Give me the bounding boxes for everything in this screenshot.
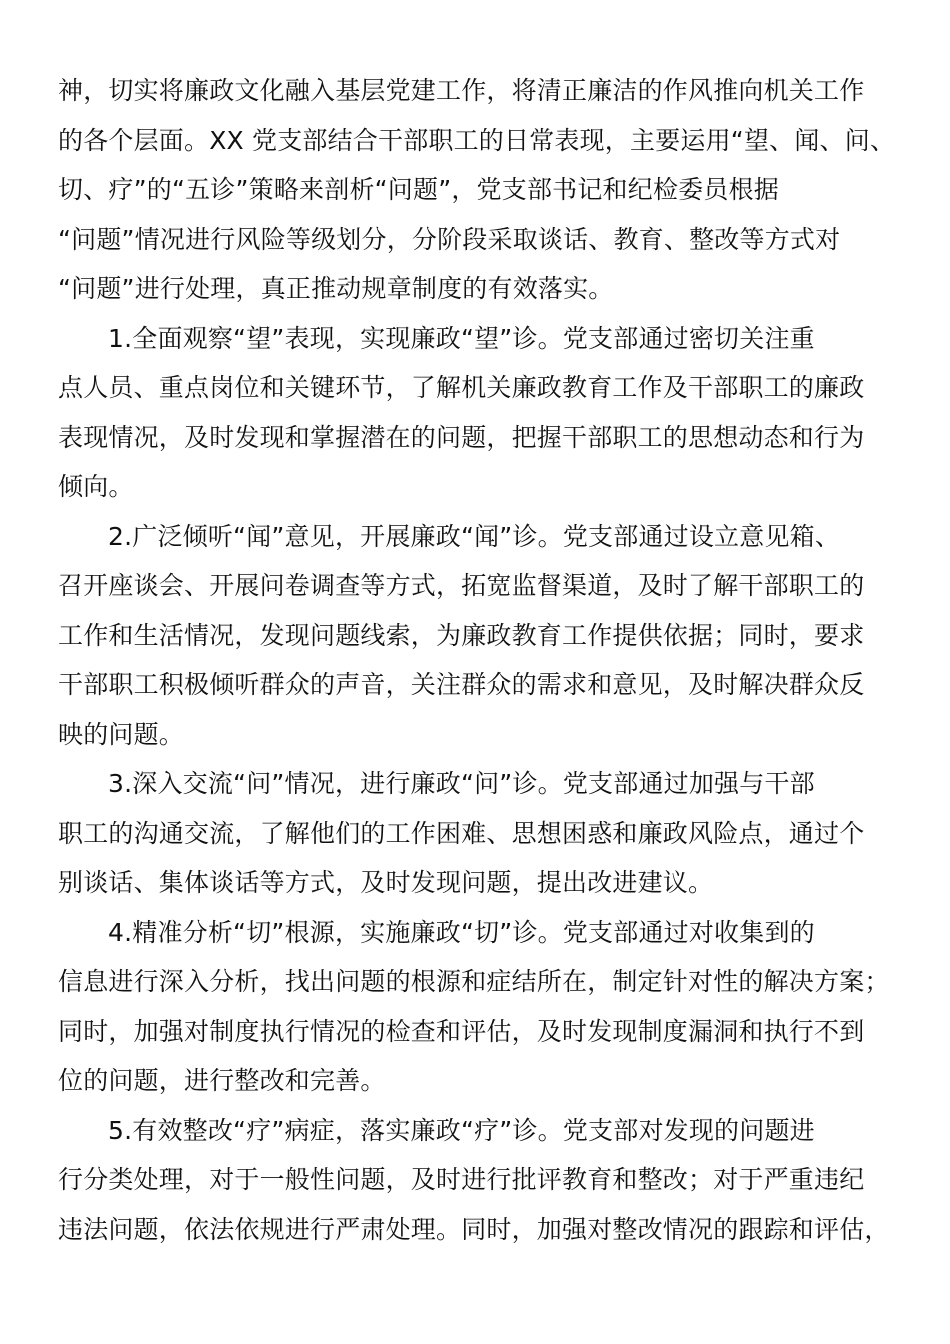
paragraph-line: 4.精准分析“切”根源，实施廉政“切”诊。党支部通过对收集到的: [108, 917, 815, 947]
paragraph-line: 别谈话、集体谈话等方式，及时发现问题，提出改进建议。: [58, 868, 714, 897]
paragraph-intro: [58, 66, 896, 314]
paragraph-item-3: [58, 759, 896, 908]
paragraph-line: 点人员、重点岗位和关键环节，了解机关廉政教育工作及干部职工的廉政: [58, 373, 865, 402]
paragraph-line: 位的问题，进行整改和完善。: [58, 1066, 386, 1095]
paragraph-line: 召开座谈会、开展问卷调查等方式，拓宽监督渠道，及时了解干部职工的: [58, 571, 865, 600]
paragraph-line: “问题”进行处理，真正推动规章制度的有效落实。: [58, 274, 614, 303]
paragraph-line: 2.广泛倾听“闻”意见，开展廉政“闻”诊。党支部通过设立意见箱、: [108, 521, 841, 551]
paragraph-line: 5.有效整改“疗”病症，落实廉政“疗”诊。党支部对发现的问题进: [108, 1115, 815, 1145]
paragraph-line: 的各个层面。XX 党支部结合干部职工的日常表现，主要运用“望、闻、问、: [58, 125, 896, 155]
paragraph-line: 同时，加强对制度执行情况的检查和评估，及时发现制度漏洞和执行不到: [58, 1016, 865, 1046]
paragraph-line: 1.全面观察“望”表现，实现廉政“望”诊。党支部通过密切关注重: [108, 323, 815, 353]
paragraph-line: 切、疗”的“五诊”策略来剖析“问题”，党支部书记和纪检委员根据: [58, 175, 779, 204]
paragraph-line: 倾向。: [58, 472, 134, 501]
paragraph-line: 职工的沟通交流，了解他们的工作困难、思想困惑和廉政风险点，通过个: [58, 818, 865, 848]
paragraph-item-2: [58, 512, 896, 760]
document-body: [58, 66, 896, 1254]
paragraph-line: 神，切实将廉政文化融入基层党建工作，将清正廉洁的作风推向机关工作: [58, 76, 865, 105]
paragraph-line: 信息进行深入分析，找出问题的根源和症结所在，制定针对性的解决方案；: [58, 967, 890, 996]
paragraph-line: 行分类处理，对于一般性问题，及时进行批评教育和整改；对于严重违纪: [58, 1165, 865, 1194]
paragraph-line: 映的问题。: [58, 719, 185, 749]
paragraph-item-5: [58, 1106, 896, 1255]
paragraph-line: 违法问题，依法依规进行严肃处理。同时，加强对整改情况的跟踪和评估，: [58, 1214, 890, 1244]
paragraph-line: 3.深入交流“问”情况，进行廉政“问”诊。党支部通过加强与干部: [108, 769, 815, 798]
paragraph-item-1: [58, 314, 896, 512]
paragraph-line: 工作和生活情况，发现问题线索，为廉政教育工作提供依据；同时，要求: [58, 620, 865, 650]
paragraph-line: 表现情况，及时发现和掌握潜在的问题，把握干部职工的思想动态和行为: [58, 422, 865, 452]
paragraph-line: 干部职工积极倾听群众的声音，关注群众的需求和意见，及时解决群众反: [58, 670, 865, 699]
paragraph-line: “问题”情况进行风险等级划分，分阶段采取谈话、教育、整改等方式对: [58, 224, 841, 254]
paragraph-item-4: [58, 908, 896, 1106]
